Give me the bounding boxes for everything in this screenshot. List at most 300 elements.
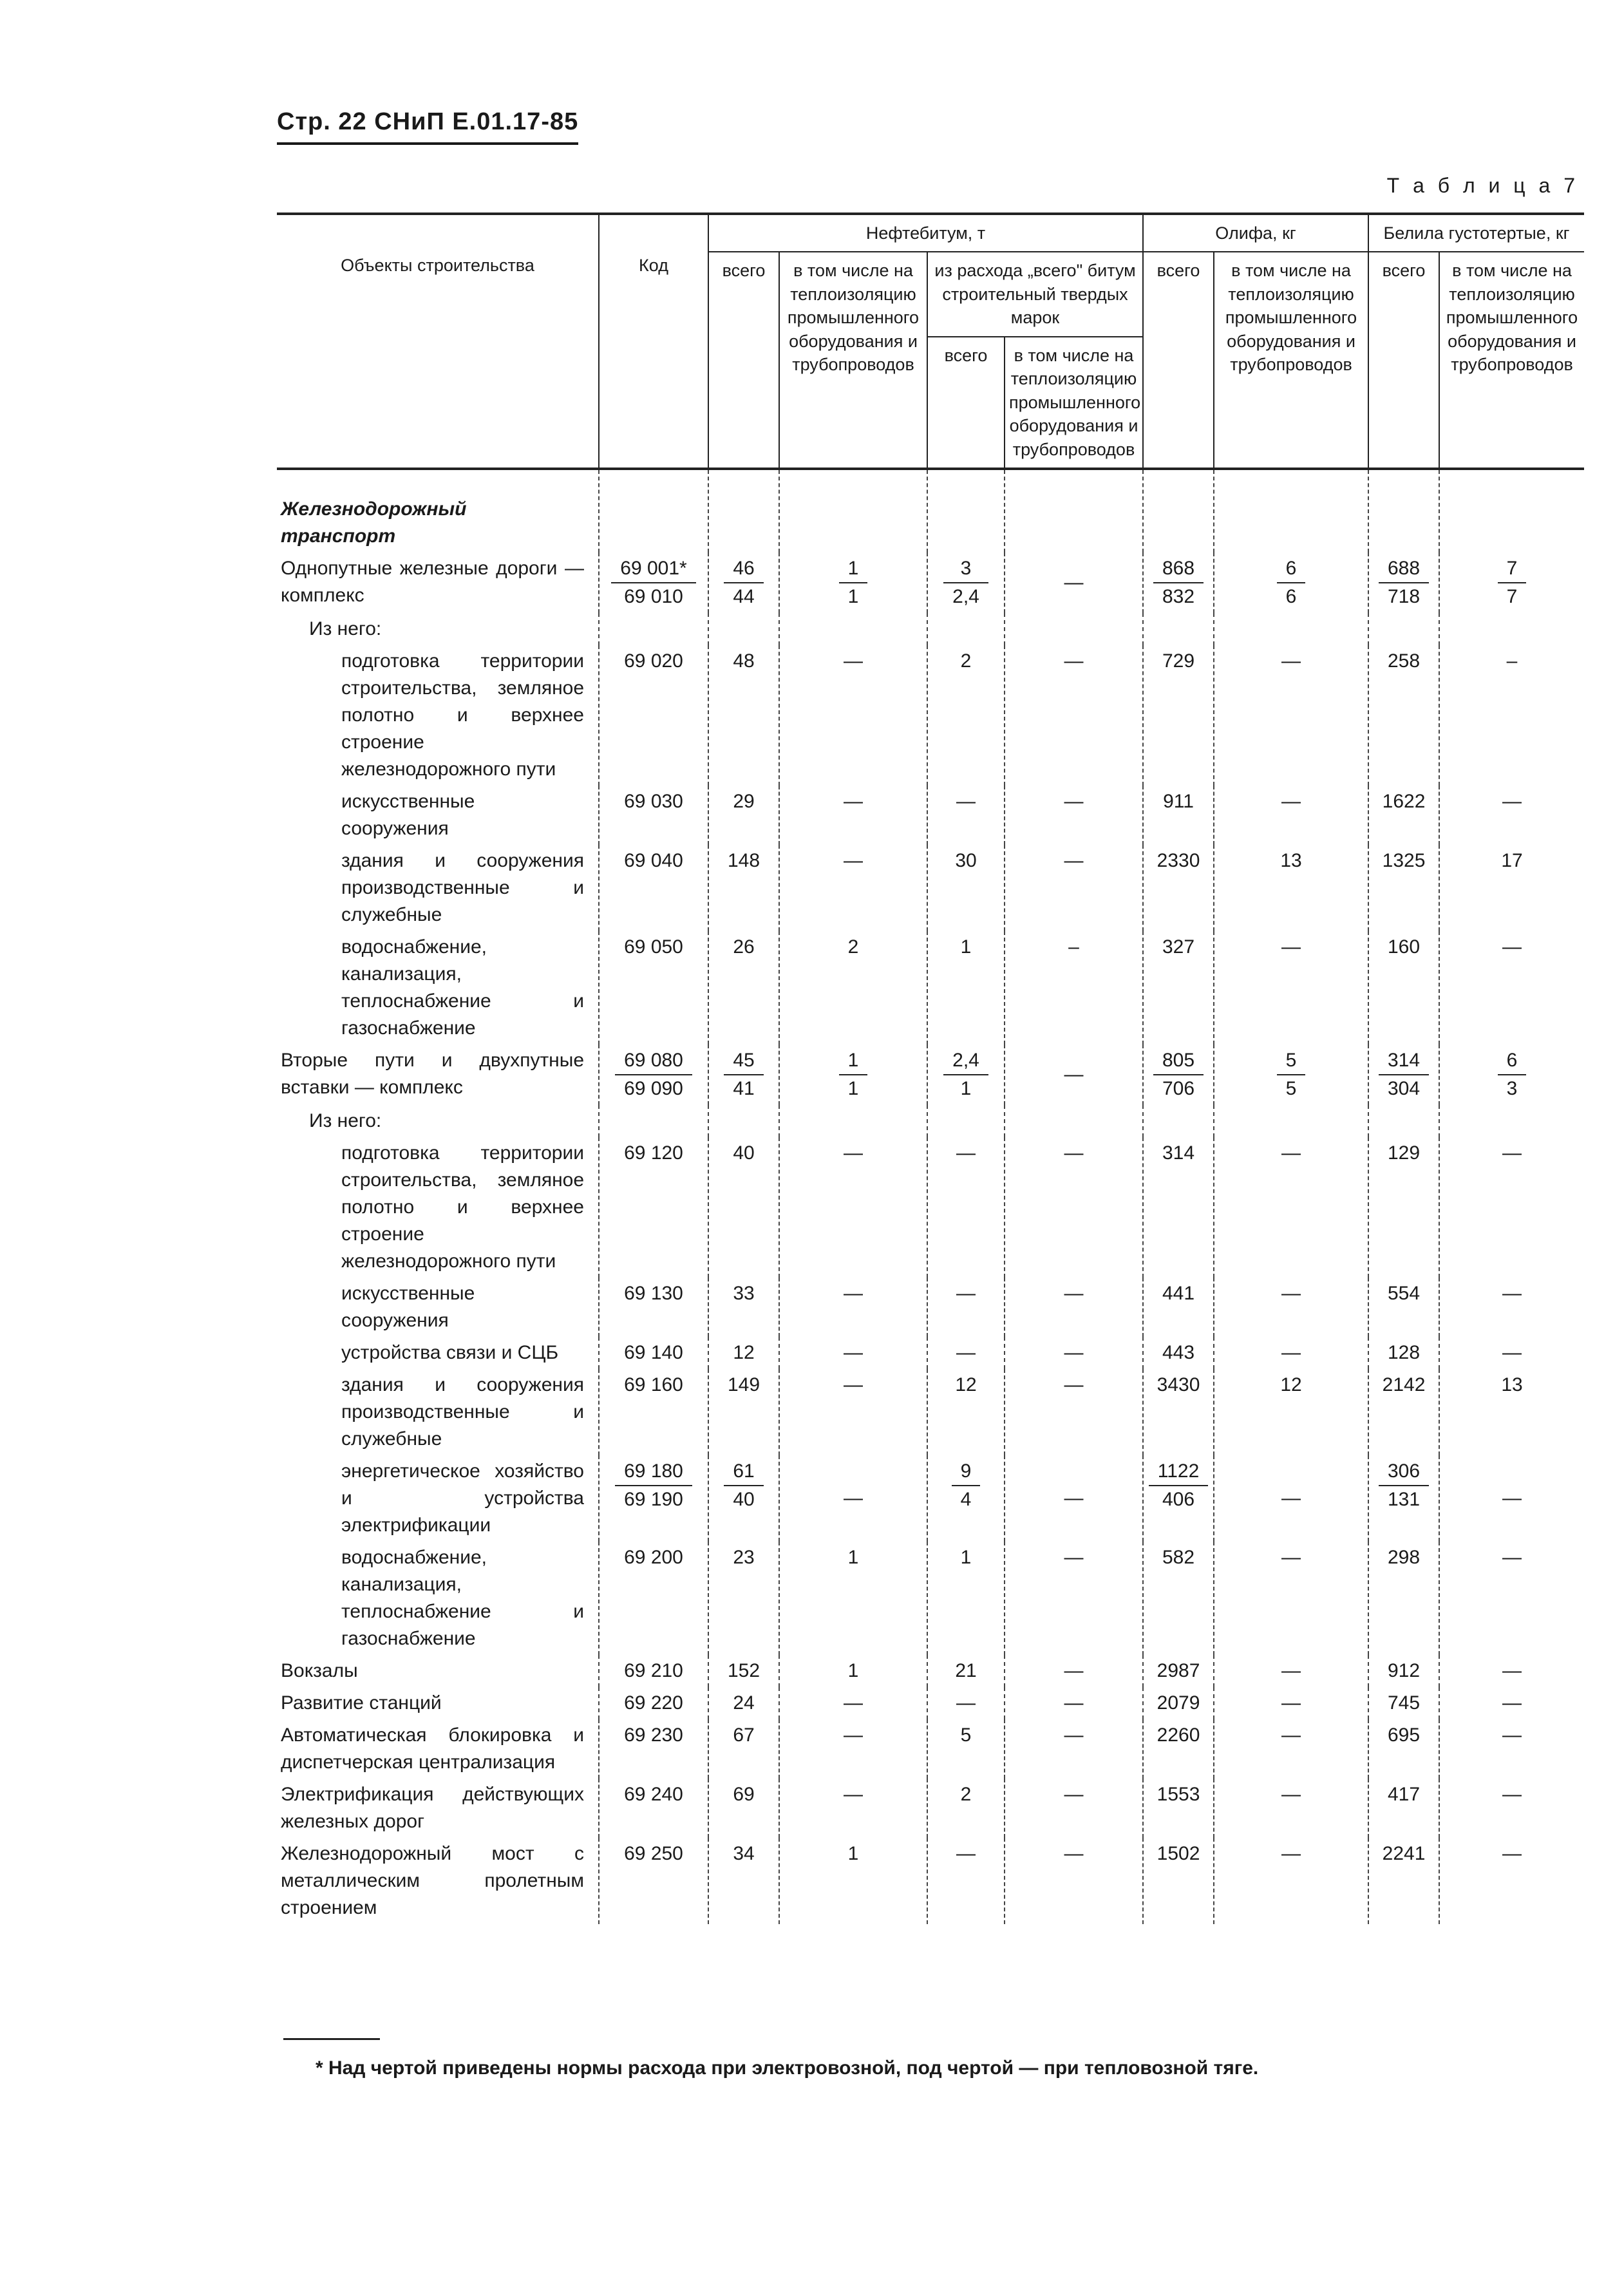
- table-label: Т а б л и ц а 7: [1386, 174, 1579, 197]
- cell-ol-teplo: 13: [1214, 845, 1368, 931]
- fraction-value: [1277, 555, 1306, 610]
- value-electric: 61: [724, 1458, 763, 1486]
- cell-ol-teplo: —: [1214, 786, 1368, 845]
- value-electric: 9: [952, 1458, 981, 1486]
- cell-nb-total: 12: [708, 1337, 779, 1369]
- cell-ol-teplo: —: [1214, 1455, 1368, 1542]
- cell-bit-teplo: —: [1005, 1719, 1143, 1779]
- cell-nb-teplo: —: [779, 1779, 927, 1838]
- cell-nb-total: [708, 469, 779, 553]
- fraction-value: [724, 1458, 763, 1513]
- cell-code: 69 130: [599, 1278, 708, 1337]
- fraction-value: [1379, 1458, 1429, 1513]
- cell-ol-total: 443: [1143, 1337, 1214, 1369]
- cell-bit-teplo: –: [1005, 931, 1143, 1044]
- table-row: [277, 1655, 1584, 1687]
- cell-bel-teplo: —: [1439, 1687, 1584, 1719]
- cell-bel-total: [1368, 469, 1439, 553]
- col-bel-total-header: всего: [1368, 252, 1439, 469]
- cell-bit-teplo: [1005, 613, 1143, 645]
- cell-bit-total: 30: [927, 845, 1005, 931]
- cell-bit-teplo: —: [1005, 1337, 1143, 1369]
- cell-bel-teplo: —: [1439, 1137, 1584, 1278]
- cell-bel-total: [1368, 553, 1439, 613]
- cell-ol-teplo: [1214, 613, 1368, 645]
- value-electric: 688: [1379, 555, 1429, 583]
- cell-nb-total: [708, 553, 779, 613]
- value-electric: 805: [1153, 1047, 1204, 1075]
- cell-bel-teplo: [1439, 469, 1584, 553]
- cell-code: 69 220: [599, 1687, 708, 1719]
- table-row: [277, 645, 1584, 786]
- col-objects-header: Объекты строительства: [277, 214, 599, 469]
- cell-bit-total: —: [927, 1137, 1005, 1278]
- cell-nb-teplo: [779, 553, 927, 613]
- value-diesel: 41: [733, 1077, 755, 1099]
- cell-nb-total: [708, 1105, 779, 1137]
- cell-ol-teplo: —: [1214, 1278, 1368, 1337]
- fraction-value: [1379, 1047, 1429, 1102]
- cell-nb-teplo: —: [779, 645, 927, 786]
- object-name: водоснабжение, канализация, теплоснабжение и газоснабжение: [341, 936, 584, 1039]
- cell-bit-total: 5: [927, 1719, 1005, 1779]
- table-row: [277, 1044, 1584, 1105]
- value-diesel: 5: [1285, 1077, 1297, 1099]
- value-diesel: 1: [847, 1077, 859, 1099]
- cell-bel-total: 128: [1368, 1337, 1439, 1369]
- table-row: [277, 1105, 1584, 1137]
- cell-bel-teplo: —: [1439, 1838, 1584, 1924]
- table-row: [277, 1337, 1584, 1369]
- table-row: [277, 931, 1584, 1044]
- cell-ol-teplo: —: [1214, 1779, 1368, 1838]
- cell-bit-teplo: [1005, 469, 1143, 553]
- object-name: Вторые пути и двухпутные вставки — комплекс: [281, 1049, 584, 1098]
- cell-nb-total: [708, 613, 779, 645]
- col-code-header: Код: [599, 214, 708, 469]
- cell-nb-total: 40: [708, 1137, 779, 1278]
- cell-ol-teplo: [1214, 1044, 1368, 1105]
- value-electric: 868: [1153, 555, 1204, 583]
- cell-ol-total: [1143, 553, 1214, 613]
- object-name: водоснабжение, канализация, теплоснабжение и газоснабжение: [341, 1546, 584, 1649]
- cell-bel-total: [1368, 1455, 1439, 1542]
- cell-bit-total: 2: [927, 645, 1005, 786]
- cell-code: 69 230: [599, 1719, 708, 1779]
- fraction-value: [1149, 1458, 1209, 1513]
- cell-nb-teplo: [779, 1044, 927, 1105]
- value-electric: 2,4: [943, 1047, 988, 1075]
- cell-bel-total: [1368, 1044, 1439, 1105]
- cell-bel-total: 1325: [1368, 845, 1439, 931]
- cell-code: 69 250: [599, 1838, 708, 1924]
- cell-bel-teplo: –: [1439, 645, 1584, 786]
- cell-ol-total: 2987: [1143, 1655, 1214, 1687]
- cell-bel-teplo: 13: [1439, 1369, 1584, 1455]
- cell-nb-teplo: —: [779, 1455, 927, 1542]
- table-row: [277, 1137, 1584, 1278]
- value-electric: 69 080: [615, 1047, 692, 1075]
- cell-bel-teplo: 17: [1439, 845, 1584, 931]
- col-ol-total-header: всего: [1143, 252, 1214, 469]
- fraction-value: [1153, 555, 1204, 610]
- cell-ol-total: 729: [1143, 645, 1214, 786]
- table-body: [277, 469, 1584, 1924]
- object-name: искусственные сооружения: [341, 1282, 475, 1331]
- fraction-value: [1498, 555, 1527, 610]
- cell-bel-teplo: —: [1439, 1337, 1584, 1369]
- value-diesel: 304: [1387, 1077, 1421, 1099]
- object-name: Автоматическая блокировка и диспетчерская централизация: [281, 1724, 584, 1773]
- value-diesel: 6: [1285, 585, 1297, 607]
- cell-bit-teplo: —: [1005, 1455, 1143, 1542]
- cell-ol-total: 911: [1143, 786, 1214, 845]
- fraction-value: [615, 1458, 692, 1513]
- fraction-value: [611, 555, 695, 610]
- cell-bel-teplo: [1439, 1044, 1584, 1105]
- value-electric: 1122: [1149, 1458, 1209, 1486]
- cell-ol-teplo: —: [1214, 1687, 1368, 1719]
- cell-nb-total: 26: [708, 931, 779, 1044]
- fraction-value: [943, 555, 988, 610]
- cell-nb-total: 33: [708, 1278, 779, 1337]
- cell-bel-total: 417: [1368, 1779, 1439, 1838]
- fraction-value: [952, 1458, 981, 1513]
- cell-ol-total: [1143, 1044, 1214, 1105]
- object-name: Развитие станций: [281, 1692, 442, 1714]
- fraction-value: [724, 1047, 763, 1102]
- cell-code: [599, 613, 708, 645]
- object-name: Электрификация действующих железных дорог: [281, 1783, 584, 1832]
- cell-ol-total: [1143, 1105, 1214, 1137]
- table-row: [277, 469, 1584, 553]
- cell-ol-total: 2079: [1143, 1687, 1214, 1719]
- cell-code: 69 030: [599, 786, 708, 845]
- table-row: [277, 613, 1584, 645]
- cell-ol-total: [1143, 1455, 1214, 1542]
- cell-nb-teplo: —: [779, 1137, 927, 1278]
- cell-bit-total: —: [927, 1838, 1005, 1924]
- cell-bel-total: [1368, 1105, 1439, 1137]
- cell-nb-teplo: 1: [779, 1542, 927, 1655]
- cell-bit-total: 21: [927, 1655, 1005, 1687]
- cell-bit-teplo: —: [1005, 553, 1143, 613]
- cell-ol-teplo: —: [1214, 645, 1368, 786]
- table-row: [277, 1278, 1584, 1337]
- cell-nb-total: 23: [708, 1542, 779, 1655]
- cell-ol-teplo: —: [1214, 1655, 1368, 1687]
- cell-code: 69 210: [599, 1655, 708, 1687]
- object-name: Из него:: [309, 618, 382, 639]
- fraction-value: [839, 1047, 868, 1102]
- value-electric: 46: [724, 555, 763, 583]
- table-row: [277, 1369, 1584, 1455]
- cell-bit-teplo: —: [1005, 845, 1143, 931]
- cell-nb-teplo: —: [779, 786, 927, 845]
- table-row: [277, 845, 1584, 931]
- cell-ol-total: 314: [1143, 1137, 1214, 1278]
- col-bel-teplo-header: в том числе на теплоизоляцию промышленного оборудования и трубопроводов: [1439, 252, 1584, 469]
- value-diesel: 3: [1506, 1077, 1518, 1099]
- cell-bel-total: 745: [1368, 1687, 1439, 1719]
- cell-bit-teplo: —: [1005, 1278, 1143, 1337]
- value-diesel: 1: [960, 1077, 972, 1099]
- cell-code: [599, 1455, 708, 1542]
- cell-nb-total: 48: [708, 645, 779, 786]
- cell-code: 69 040: [599, 845, 708, 931]
- cell-nb-teplo: 1: [779, 1655, 927, 1687]
- cell-bel-total: 258: [1368, 645, 1439, 786]
- value-electric: 3: [943, 555, 988, 583]
- cell-bit-total: 2: [927, 1779, 1005, 1838]
- value-electric: 314: [1379, 1047, 1429, 1075]
- cell-nb-total: 149: [708, 1369, 779, 1455]
- cell-bel-teplo: —: [1439, 1719, 1584, 1779]
- value-diesel: 1: [847, 585, 859, 607]
- fraction-value: [839, 555, 868, 610]
- object-name: подготовка территории строительства, земляное полотно и верхнее строение железнодорожного пути: [341, 1142, 584, 1272]
- fraction-value: [1277, 1047, 1306, 1102]
- cell-bit-total: [927, 613, 1005, 645]
- cell-nb-total: 69: [708, 1779, 779, 1838]
- cell-bit-total: [927, 553, 1005, 613]
- cell-bel-total: 912: [1368, 1655, 1439, 1687]
- cell-nb-total: 34: [708, 1838, 779, 1924]
- value-diesel: 40: [733, 1488, 755, 1510]
- cell-ol-teplo: —: [1214, 1137, 1368, 1278]
- footnote-divider: [283, 2038, 380, 2040]
- cell-nb-teplo: —: [779, 1369, 927, 1455]
- value-electric: 69 001*: [611, 555, 695, 583]
- value-electric: 69 180: [615, 1458, 692, 1486]
- value-diesel: 69 010: [624, 585, 683, 607]
- table-row: [277, 786, 1584, 845]
- cell-bel-teplo: —: [1439, 1779, 1584, 1838]
- value-diesel: 69 190: [624, 1488, 683, 1510]
- cell-nb-teplo: [779, 469, 927, 553]
- cell-bel-total: 129: [1368, 1137, 1439, 1278]
- value-electric: 1: [839, 555, 868, 583]
- cell-bel-teplo: —: [1439, 1542, 1584, 1655]
- cell-bit-total: [927, 1455, 1005, 1542]
- cell-ol-teplo: —: [1214, 1337, 1368, 1369]
- cell-bel-total: [1368, 613, 1439, 645]
- table-row: [277, 1542, 1584, 1655]
- object-name: Железнодорожный мост с металлическим пролетным строением: [281, 1842, 584, 1918]
- object-name: Однопутные железные дороги — комплекс: [281, 557, 584, 606]
- object-name: подготовка территории строительства, земляное полотно и верхнее строение железнодорожного пути: [341, 650, 584, 780]
- cell-bel-total: 695: [1368, 1719, 1439, 1779]
- value-diesel: 2,4: [952, 585, 979, 607]
- cell-nb-teplo: 2: [779, 931, 927, 1044]
- cell-ol-teplo: —: [1214, 1838, 1368, 1924]
- value-electric: 6: [1498, 1047, 1527, 1075]
- value-diesel: 7: [1506, 585, 1518, 607]
- cell-bit-teplo: —: [1005, 1369, 1143, 1455]
- cell-bit-teplo: —: [1005, 1044, 1143, 1105]
- cell-bit-teplo: —: [1005, 1687, 1143, 1719]
- fraction-value: [943, 1047, 988, 1102]
- cell-nb-total: 67: [708, 1719, 779, 1779]
- cell-nb-teplo: —: [779, 1719, 927, 1779]
- cell-bel-total: 2241: [1368, 1838, 1439, 1924]
- table-row: [277, 553, 1584, 613]
- value-diesel: 4: [960, 1488, 972, 1510]
- table-row: [277, 1455, 1584, 1542]
- cell-bel-teplo: [1439, 1105, 1584, 1137]
- cell-nb-teplo: —: [779, 1278, 927, 1337]
- cell-code: 69 200: [599, 1542, 708, 1655]
- cell-bel-total: 160: [1368, 931, 1439, 1044]
- cell-ol-total: 1553: [1143, 1779, 1214, 1838]
- cell-bit-teplo: —: [1005, 645, 1143, 786]
- col-bit-teplo-header: в том числе на теплоизоляцию промышленного оборудования и трубопроводов: [1005, 337, 1143, 469]
- cell-ol-teplo: —: [1214, 1542, 1368, 1655]
- cell-bit-total: [927, 469, 1005, 553]
- fraction-value: [724, 555, 763, 610]
- value-diesel: 832: [1162, 585, 1195, 607]
- col-bitum-header: из расхода „всего" битум строительный твердых марок: [927, 252, 1143, 336]
- cell-ol-teplo: [1214, 469, 1368, 553]
- cell-ol-teplo: [1214, 1105, 1368, 1137]
- cell-ol-total: 2260: [1143, 1719, 1214, 1779]
- cell-nb-total: [708, 1455, 779, 1542]
- value-electric: 7: [1498, 555, 1527, 583]
- cell-ol-teplo: 12: [1214, 1369, 1368, 1455]
- value-diesel: 706: [1162, 1077, 1195, 1099]
- cell-nb-total: 29: [708, 786, 779, 845]
- cell-nb-teplo: 1: [779, 1838, 927, 1924]
- cell-ol-total: 441: [1143, 1278, 1214, 1337]
- cell-bit-total: —: [927, 1687, 1005, 1719]
- cell-bel-total: 554: [1368, 1278, 1439, 1337]
- table-row: [277, 1838, 1584, 1924]
- cell-bel-teplo: —: [1439, 1655, 1584, 1687]
- cell-bel-teplo: —: [1439, 931, 1584, 1044]
- value-electric: 5: [1277, 1047, 1306, 1075]
- cell-ol-teplo: [1214, 553, 1368, 613]
- object-name: энергетическое хозяйство и устройства электрификации: [341, 1460, 584, 1536]
- object-name: Железнодорожный транспорт: [281, 498, 467, 547]
- cell-bit-total: —: [927, 1337, 1005, 1369]
- col-olifa-header: Олифа, кг: [1143, 214, 1368, 252]
- cell-code: 69 140: [599, 1337, 708, 1369]
- value-diesel: 718: [1387, 585, 1421, 607]
- cell-nb-total: 152: [708, 1655, 779, 1687]
- cell-bit-total: 12: [927, 1369, 1005, 1455]
- cell-nb-total: 148: [708, 845, 779, 931]
- cell-bel-teplo: —: [1439, 1278, 1584, 1337]
- col-bit-total-header: всего: [927, 337, 1005, 469]
- cell-bel-total: 298: [1368, 1542, 1439, 1655]
- col-ol-teplo-header: в том числе на теплоизоляцию промышленного оборудования и трубопроводов: [1214, 252, 1368, 469]
- col-nb-teplo-header: в том числе на теплоизоляцию промышленного оборудования и трубопроводов: [779, 252, 927, 469]
- value-diesel: 69 090: [624, 1077, 683, 1099]
- cell-code: [599, 553, 708, 613]
- cell-nb-teplo: [779, 1105, 927, 1137]
- cell-nb-teplo: —: [779, 1337, 927, 1369]
- cell-bel-teplo: [1439, 613, 1584, 645]
- fraction-value: [1153, 1047, 1204, 1102]
- fraction-value: [615, 1047, 692, 1102]
- object-name: Из него:: [309, 1110, 382, 1131]
- col-belila-header: Белила густотертые, кг: [1368, 214, 1584, 252]
- cell-nb-teplo: —: [779, 845, 927, 931]
- cell-bit-total: —: [927, 786, 1005, 845]
- cell-nb-total: 24: [708, 1687, 779, 1719]
- object-name: устройства связи и СЦБ: [341, 1341, 559, 1363]
- cell-bit-teplo: —: [1005, 1655, 1143, 1687]
- cell-ol-total: 1502: [1143, 1838, 1214, 1924]
- value-electric: 6: [1277, 555, 1306, 583]
- col-nb-total-header: всего: [708, 252, 779, 469]
- cell-nb-teplo: [779, 613, 927, 645]
- object-name: здания и сооружения производственные и служебные: [341, 849, 584, 925]
- cell-ol-teplo: —: [1214, 1719, 1368, 1779]
- cell-bel-total: 1622: [1368, 786, 1439, 845]
- cell-bit-total: [927, 1105, 1005, 1137]
- cell-code: [599, 1105, 708, 1137]
- fraction-value: [1498, 1047, 1527, 1102]
- cell-code: 69 020: [599, 645, 708, 786]
- table-row: [277, 1719, 1584, 1779]
- fraction-value: [1379, 555, 1429, 610]
- cell-bit-teplo: —: [1005, 786, 1143, 845]
- cell-bit-total: —: [927, 1278, 1005, 1337]
- cell-nb-total: [708, 1044, 779, 1105]
- cell-ol-total: 327: [1143, 931, 1214, 1044]
- cell-code: [599, 1044, 708, 1105]
- cell-bit-total: 1: [927, 931, 1005, 1044]
- cell-bit-total: [927, 1044, 1005, 1105]
- cell-code: 69 160: [599, 1369, 708, 1455]
- cell-ol-total: 3430: [1143, 1369, 1214, 1455]
- value-diesel: 406: [1162, 1488, 1195, 1510]
- object-name: Вокзалы: [281, 1659, 358, 1681]
- cell-bit-teplo: —: [1005, 1838, 1143, 1924]
- cell-ol-total: [1143, 613, 1214, 645]
- table-row: [277, 1779, 1584, 1838]
- cell-bel-teplo: —: [1439, 1455, 1584, 1542]
- cell-bit-teplo: —: [1005, 1542, 1143, 1655]
- cell-nb-teplo: —: [779, 1687, 927, 1719]
- object-name: искусственные сооружения: [341, 790, 475, 839]
- norms-table: [277, 213, 1584, 1924]
- page-header: Стр. 22 СНиП Е.01.17-85: [277, 108, 578, 145]
- cell-bit-teplo: —: [1005, 1137, 1143, 1278]
- cell-bit-teplo: —: [1005, 1779, 1143, 1838]
- col-neftebitum-header: Нефтебитум, т: [708, 214, 1143, 252]
- cell-bit-total: 1: [927, 1542, 1005, 1655]
- cell-code: 69 240: [599, 1779, 708, 1838]
- value-electric: 1: [839, 1047, 868, 1075]
- value-diesel: 44: [733, 585, 755, 607]
- object-name: здания и сооружения производственные и служебные: [341, 1374, 584, 1450]
- value-diesel: 131: [1387, 1488, 1421, 1510]
- cell-bel-teplo: —: [1439, 786, 1584, 845]
- cell-code: [599, 469, 708, 553]
- value-electric: 306: [1379, 1458, 1429, 1486]
- footnote: * Над чертой приведены нормы расхода при электровозной, под чертой — при тепловозной тяге.: [316, 2057, 1259, 2079]
- table-row: [277, 1687, 1584, 1719]
- cell-code: 69 120: [599, 1137, 708, 1278]
- cell-ol-teplo: —: [1214, 931, 1368, 1044]
- cell-bel-total: 2142: [1368, 1369, 1439, 1455]
- cell-code: 69 050: [599, 931, 708, 1044]
- value-electric: 45: [724, 1047, 763, 1075]
- cell-ol-total: 2330: [1143, 845, 1214, 931]
- cell-bit-teplo: [1005, 1105, 1143, 1137]
